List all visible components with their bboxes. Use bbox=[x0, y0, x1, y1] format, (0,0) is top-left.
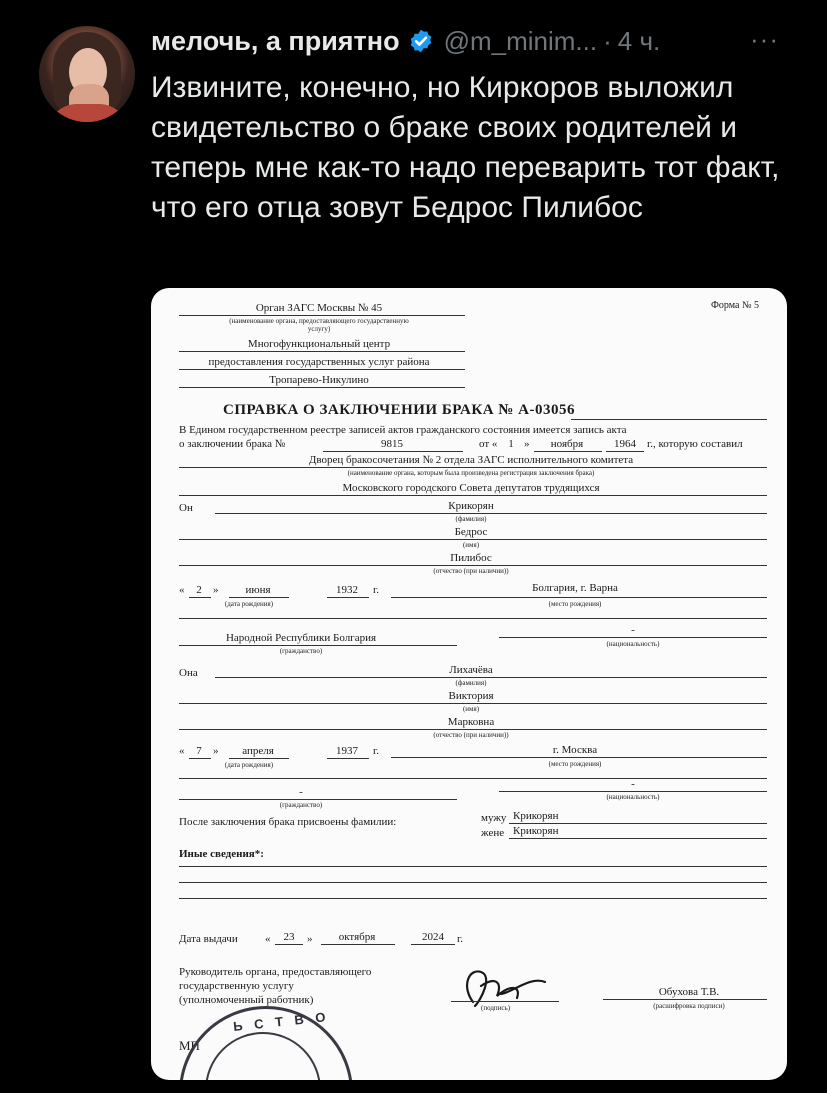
act-month: ноября bbox=[550, 438, 584, 450]
intro-line-1: В Едином государственном реестре записей актов гражданского состояния имеется запись акта bbox=[179, 424, 627, 436]
mfc-line-3: Тропарево-Никулино bbox=[269, 374, 369, 386]
author-handle[interactable]: @m_minim... bbox=[443, 25, 598, 56]
act-day: 1 bbox=[508, 438, 514, 450]
made-by: Дворец бракосочетания № 2 отдела ЗАГС исполнительного комитета bbox=[308, 454, 634, 466]
verified-badge-icon bbox=[408, 28, 434, 54]
made-by-2: Московского городского Совета депутатов трудящихся bbox=[342, 482, 600, 494]
she-note-surname: (фамилия) bbox=[455, 679, 487, 687]
he-birth-day: 2 bbox=[196, 584, 202, 596]
issue-year: 2024 bbox=[422, 931, 444, 943]
organ-note-2: услугу) bbox=[307, 325, 331, 333]
made-by-note: (наименование органа, которым была произведена регистрация заключения брака) bbox=[347, 469, 595, 477]
organ-note-1: (наименование органа, предоставляющего государственную bbox=[229, 317, 409, 325]
she-birthdate-note: (дата рождения) bbox=[224, 761, 274, 769]
mfc-line-1: Многофункциональный центр bbox=[247, 338, 391, 350]
he-surname: Крикорян bbox=[448, 500, 494, 512]
intro-line-2: о заключении брака № bbox=[179, 438, 286, 450]
she-close-quote: » bbox=[213, 745, 219, 757]
she-patronymic: Марковна bbox=[447, 716, 495, 728]
he-birth-month: июня bbox=[245, 584, 271, 596]
she-citizenship-note: (гражданство) bbox=[279, 801, 323, 809]
tweet-time[interactable]: 4 ч. bbox=[617, 25, 661, 56]
stamp-text: Ь С Т В О bbox=[232, 1008, 331, 1035]
she-birth-month: апреля bbox=[242, 745, 274, 757]
tweet-header bbox=[151, 24, 660, 58]
signer-name: Обухова Т.В. bbox=[658, 986, 720, 998]
separator-dot: · bbox=[603, 25, 612, 56]
act-from: от « bbox=[479, 438, 498, 450]
stamp-place-label: МП bbox=[179, 1038, 200, 1053]
signature-note: (подпись) bbox=[481, 1004, 511, 1012]
she-open-quote: « bbox=[179, 745, 185, 757]
other-info-label: Иные сведения*: bbox=[179, 848, 264, 860]
he-nationality: - bbox=[631, 624, 635, 636]
note-name: (имя) bbox=[462, 541, 480, 549]
head-line-1: Руководитель органа, предоставляющего bbox=[179, 966, 372, 978]
she-citizenship: - bbox=[299, 786, 303, 798]
he-birthdate-note: (дата рождения) bbox=[224, 600, 274, 608]
note-surname: (фамилия) bbox=[455, 515, 487, 523]
she-birth-day: 7 bbox=[196, 745, 202, 757]
issue-close-quote: » bbox=[307, 933, 313, 945]
he-name: Бедрос bbox=[454, 526, 488, 538]
signer-note: (расшифровка подписи) bbox=[653, 1002, 725, 1010]
certificate-title: СПРАВКА О ЗАКЛЮЧЕНИИ БРАКА № А-03056 bbox=[223, 402, 575, 418]
issue-open-quote: « bbox=[265, 933, 271, 945]
more-options-icon[interactable]: ··· bbox=[750, 24, 779, 54]
he-birthplace: Болгария, г. Варна bbox=[532, 582, 618, 594]
issue-date-label: Дата выдачи bbox=[179, 933, 238, 945]
quote-close: » bbox=[524, 438, 530, 450]
act-number: 9815 bbox=[381, 438, 403, 450]
she-name: Виктория bbox=[448, 690, 494, 702]
she-nationality: - bbox=[631, 778, 635, 790]
wife-label: жене bbox=[481, 827, 505, 839]
he-place-note: (место рождения) bbox=[548, 600, 602, 608]
she-birthplace: г. Москва bbox=[552, 744, 598, 756]
he-label: Он bbox=[179, 502, 193, 514]
tweet-image-certificate[interactable] bbox=[151, 288, 787, 1080]
act-year: 1964 bbox=[614, 438, 636, 450]
she-place-note: (место рождения) bbox=[548, 760, 602, 768]
avatar[interactable] bbox=[39, 26, 135, 122]
mfc-line-2: предоставления государственных услуг района bbox=[208, 356, 430, 368]
head-line-2: государственную услугу bbox=[179, 980, 294, 992]
she-note-patronymic: (отчество (при наличии)) bbox=[433, 731, 509, 739]
she-nationality-note: (национальность) bbox=[606, 793, 660, 801]
he-year-g: г. bbox=[373, 584, 380, 596]
husband-label: мужу bbox=[481, 812, 507, 824]
he-nationality-note: (национальность) bbox=[606, 640, 660, 648]
husband-surname: Крикорян bbox=[513, 810, 559, 822]
he-close-quote: » bbox=[213, 584, 219, 596]
issue-day: 23 bbox=[283, 931, 295, 943]
she-surname: Лихачёва bbox=[449, 664, 493, 676]
she-note-name: (имя) bbox=[462, 705, 480, 713]
issue-month: октября bbox=[338, 931, 376, 943]
he-citizenship-note: (гражданство) bbox=[279, 647, 323, 655]
note-patronymic: (отчество (при наличии)) bbox=[433, 567, 509, 575]
she-year-g: г. bbox=[373, 745, 380, 757]
he-open-quote: « bbox=[179, 584, 185, 596]
head-line-3: (уполномоченный работник) bbox=[179, 994, 314, 1006]
he-birth-year: 1932 bbox=[336, 584, 358, 596]
he-citizenship: Народной Республики Болгария bbox=[225, 632, 377, 644]
form-number: Форма № 5 bbox=[711, 300, 759, 311]
he-patronymic: Пилибос bbox=[450, 552, 492, 564]
author-name[interactable]: мелочь, а приятно bbox=[151, 25, 400, 56]
she-label: Она bbox=[179, 667, 198, 679]
wife-surname: Крикорян bbox=[513, 825, 559, 837]
issue-year-g: г. bbox=[457, 933, 464, 945]
she-birth-year: 1937 bbox=[336, 745, 358, 757]
tweet-text: Извините, конечно, но Киркоров выложил свидетельство о браке своих родителей и теперь мне как-то надо переварить тот факт, что его отца зовут Бедрос Пилибос bbox=[151, 71, 780, 224]
organ-name: Орган ЗАГС Москвы № 45 bbox=[255, 302, 383, 314]
intro-line-2b: г., которую составил bbox=[647, 438, 743, 450]
after-marriage-label: После заключения брака присвоены фамилии: bbox=[179, 816, 397, 828]
